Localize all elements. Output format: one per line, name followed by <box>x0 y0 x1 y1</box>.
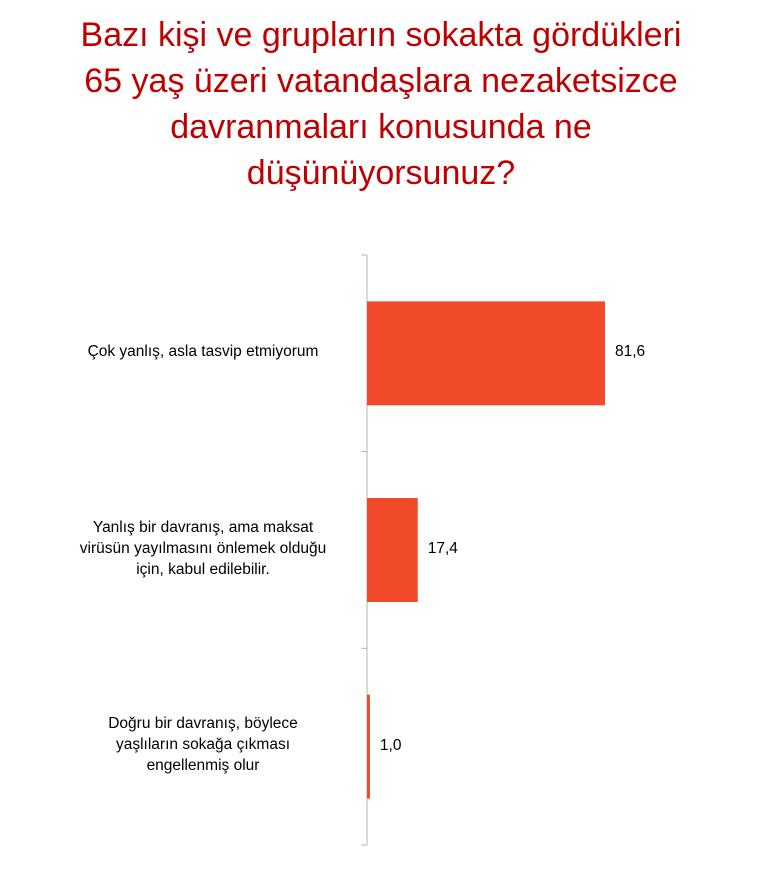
value-label: 81,6 <box>615 343 646 361</box>
bar <box>367 301 605 405</box>
bar <box>367 498 418 602</box>
value-label: 17,4 <box>427 540 458 557</box>
value-label: 1,0 <box>379 736 402 754</box>
category-label: Yanlış bir davranış, ama maksat virüsün yayılmasını önlemek olduğu için, kabul edilebilir. <box>79 518 327 578</box>
category-label: Doğru bir davranış, böylece yaşlıların sokağa çıkması engellenmiş olur <box>108 715 298 775</box>
bar <box>367 695 370 799</box>
chart-title: Bazı kişi ve grupların sokakta gördükleri 65 yaş üzeri vatandaşlara nezaketsizce davranmaları konusunda ne düşünüyorsunuz? <box>80 16 682 192</box>
category-label: Çok yanlış, asla tasvip etmiyorum <box>87 342 319 360</box>
